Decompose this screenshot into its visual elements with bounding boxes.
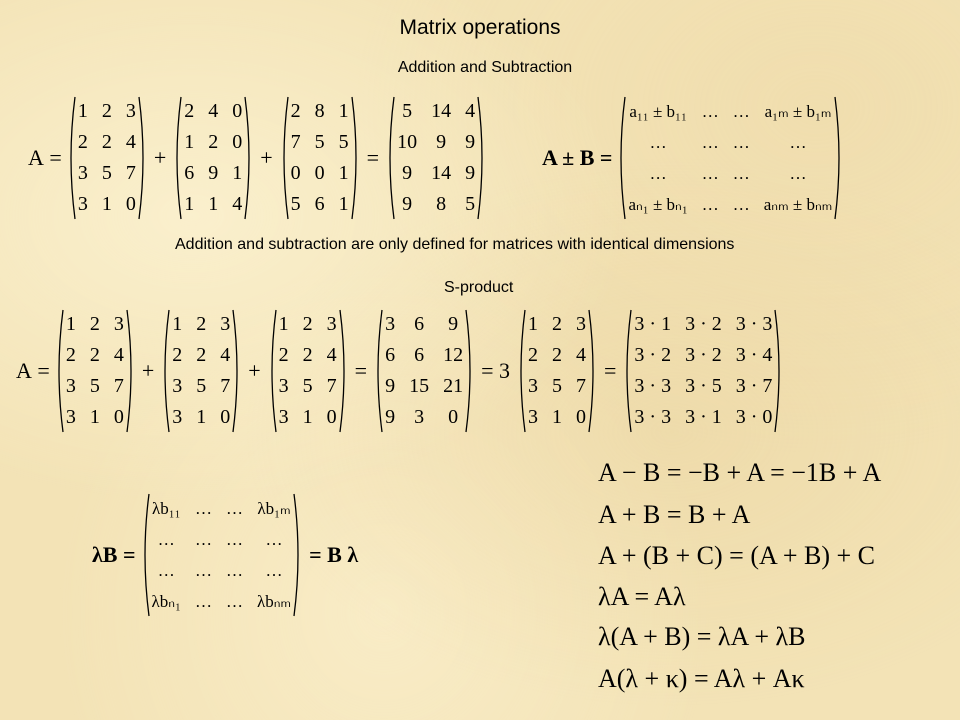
matrix-cell: 4 bbox=[326, 344, 337, 366]
matrix-cell: … bbox=[225, 499, 243, 518]
rule: λ(A + B) = λA + λB bbox=[598, 622, 806, 651]
general-matrix bbox=[616, 95, 844, 221]
matrix-cell: 3 · 2 bbox=[685, 344, 722, 366]
matrix-cell: 9 bbox=[448, 313, 459, 335]
matrix-grid bbox=[182, 95, 244, 221]
matrix-cell: 4 bbox=[232, 193, 243, 215]
matrix-cell: 3 bbox=[125, 100, 136, 122]
matrix-cell: 3 bbox=[326, 313, 337, 335]
matrix-cell: 6 bbox=[414, 313, 425, 335]
left-parenthesis bbox=[267, 308, 277, 434]
matrix-cell: 9 bbox=[402, 193, 413, 215]
left-parenthesis bbox=[385, 95, 395, 221]
matrix-cell: 0 bbox=[326, 406, 337, 428]
matrix-cell: 0 bbox=[448, 406, 459, 428]
matrix-cell: 4 bbox=[220, 344, 231, 366]
matrix-a-1 bbox=[54, 308, 136, 434]
rule: A − B = −B + A = −1B + A bbox=[598, 458, 882, 487]
matrix-grid bbox=[383, 308, 465, 434]
matrix-cell: 0 bbox=[220, 406, 231, 428]
matrix-cell: 2 bbox=[65, 344, 76, 366]
matrix-cell: 8 bbox=[314, 100, 325, 122]
matrix-cell: 2 bbox=[302, 344, 313, 366]
matrix-cell: 9 bbox=[385, 406, 396, 428]
matrix-cell: 0 bbox=[290, 162, 301, 184]
matrix-cell: 7 bbox=[125, 162, 136, 184]
rule: λA = Aλ bbox=[598, 582, 686, 611]
matrix-cell: … bbox=[225, 592, 243, 611]
matrix-cell: … bbox=[265, 561, 283, 580]
matrix-cell: 1 bbox=[89, 406, 100, 428]
matrix-cell: … bbox=[649, 133, 667, 152]
matrix-cell: 3 bbox=[65, 375, 76, 397]
matrix-cell: 5 bbox=[302, 375, 313, 397]
addition-equation bbox=[28, 95, 487, 221]
rule: A(λ + κ) = Aλ + Aκ bbox=[598, 664, 805, 693]
matrix-cell: … bbox=[732, 102, 750, 121]
sum-matrix bbox=[373, 308, 475, 434]
matrix-cell: 3 bbox=[385, 313, 396, 335]
matrix-cell: 5 bbox=[196, 375, 207, 397]
matrix-cell: 2 bbox=[101, 131, 112, 153]
sproduct-equation bbox=[16, 308, 784, 434]
matrix-cell: 3 · 3 bbox=[735, 313, 773, 335]
matrix-cell: … bbox=[701, 195, 719, 214]
right-parenthesis bbox=[138, 95, 148, 221]
lambda-label: λB = bbox=[92, 542, 136, 567]
right-parenthesis bbox=[126, 308, 136, 434]
matrix-cell: 3 · 2 bbox=[634, 344, 672, 366]
matrix-cell: 3 · 1 bbox=[634, 313, 672, 335]
equals-sign: = bbox=[604, 358, 617, 383]
matrix-cell: … bbox=[701, 102, 719, 121]
matrix-cell: 1 bbox=[101, 193, 112, 215]
left-parenthesis bbox=[66, 95, 76, 221]
matrix-cell: 4 bbox=[465, 100, 476, 122]
matrix-cell: 9 bbox=[436, 131, 447, 153]
matrix-a-3 bbox=[267, 308, 349, 434]
matrix-cell: 4 bbox=[125, 131, 136, 153]
matrix-cell: 2 bbox=[302, 313, 313, 335]
matrix-cell: 2 bbox=[89, 313, 100, 335]
left-parenthesis bbox=[279, 95, 289, 221]
matrix-cell: 9 bbox=[402, 162, 413, 184]
matrix-grid bbox=[289, 95, 351, 221]
rule: A + (B + C) = (A + B) + C bbox=[598, 541, 875, 570]
matrix-cell: 9 bbox=[385, 375, 396, 397]
matrix-3 bbox=[279, 95, 361, 221]
matrix-cell: 3 bbox=[172, 406, 183, 428]
matrix-grid bbox=[76, 95, 138, 221]
section-heading-sproduct: S-product bbox=[444, 279, 514, 296]
matrix-cell: … bbox=[157, 530, 175, 549]
matrix-cell: 2 bbox=[290, 100, 301, 122]
matrix-cell: 0 bbox=[125, 193, 136, 215]
general-label: A ± B = bbox=[542, 145, 613, 170]
matrix-cell: … bbox=[194, 530, 212, 549]
matrix-cell: 1 bbox=[338, 193, 349, 215]
matrix-cell: 2 bbox=[208, 131, 219, 153]
left-parenthesis bbox=[373, 308, 383, 434]
left-parenthesis bbox=[172, 95, 182, 221]
matrix-cell: 1 bbox=[528, 313, 538, 335]
matrix-cell: 3 bbox=[528, 375, 538, 397]
matrix-cell: 2 bbox=[196, 344, 207, 366]
matrix-cell: 7 bbox=[576, 375, 586, 397]
matrix-cell: 5 bbox=[552, 375, 562, 397]
matrix-cell: 15 bbox=[409, 375, 430, 397]
matrix-cell: 8 bbox=[436, 193, 447, 215]
rule: A + B = B + A bbox=[598, 500, 751, 529]
matrix-cell: 3 bbox=[576, 313, 586, 335]
matrix-cell: 5 bbox=[89, 375, 100, 397]
matrix-cell: 3 bbox=[77, 162, 88, 184]
matrix-cell: λb₁ₘ bbox=[257, 499, 291, 518]
matrix-grid bbox=[632, 308, 774, 434]
page-title: Matrix operations bbox=[399, 16, 561, 39]
matrix-cell: 3 bbox=[414, 406, 425, 428]
right-parenthesis bbox=[244, 95, 254, 221]
matrix-cell: 1 bbox=[172, 313, 183, 335]
matrix-cell: 7 bbox=[113, 375, 124, 397]
matrix-cell: … bbox=[732, 164, 750, 183]
dimension-note: Addition and subtraction are only defined for matrices with identical dimensions bbox=[175, 236, 735, 253]
matrix-2 bbox=[172, 95, 254, 221]
matrix-cell: 3 bbox=[172, 375, 183, 397]
matrix-cell: 2 bbox=[528, 344, 538, 366]
matrix-cell: 0 bbox=[232, 131, 243, 153]
matrix-cell: 3 · 0 bbox=[735, 406, 773, 428]
plus-sign: + bbox=[260, 145, 273, 170]
matrix-cell: 9 bbox=[208, 162, 219, 184]
right-parenthesis bbox=[351, 95, 361, 221]
matrix-label: A = bbox=[28, 145, 62, 170]
matrix-cell: 2 bbox=[278, 344, 289, 366]
plus-sign: + bbox=[141, 358, 155, 383]
right-parenthesis bbox=[293, 492, 303, 618]
matrix-cell: 2 bbox=[552, 313, 562, 335]
right-parenthesis bbox=[477, 95, 487, 221]
matrix-cell: 3 · 4 bbox=[735, 344, 773, 366]
matrix-cell: … bbox=[789, 164, 807, 183]
equals-sign: = bbox=[354, 358, 368, 383]
matrix-cell: … bbox=[194, 561, 212, 580]
matrix-cell: 3 bbox=[278, 406, 289, 428]
matrix-cell: 3 bbox=[278, 375, 289, 397]
matrix-cell: 7 bbox=[290, 131, 301, 153]
product-matrix bbox=[622, 308, 784, 434]
matrix-cell: … bbox=[732, 195, 750, 214]
matrix-cell: 0 bbox=[232, 100, 243, 122]
right-parenthesis bbox=[465, 308, 475, 434]
matrix-cell: 2 bbox=[101, 100, 112, 122]
matrix-cell: … bbox=[225, 530, 243, 549]
section-heading-addition: Addition and Subtraction bbox=[397, 59, 573, 76]
right-parenthesis bbox=[834, 95, 844, 221]
matrix-cell: … bbox=[701, 133, 719, 152]
matrix-cell: 5 bbox=[101, 162, 112, 184]
matrix-cell: 3 bbox=[220, 313, 231, 335]
left-parenthesis bbox=[622, 308, 632, 434]
lambda-matrix bbox=[140, 492, 304, 618]
matrix-cell: 1 bbox=[65, 313, 76, 335]
matrix-cell: 5 bbox=[314, 131, 325, 153]
matrix-cell: 5 bbox=[290, 193, 301, 215]
matrix-cell: λb₁₁ bbox=[151, 499, 181, 518]
matrix-cell: 9 bbox=[465, 162, 476, 184]
matrix-cell: 1 bbox=[208, 193, 219, 215]
matrix-cell: 1 bbox=[196, 406, 207, 428]
matrix-cell: 1 bbox=[278, 313, 289, 335]
matrix-cell: … bbox=[649, 164, 667, 183]
matrix-cell: 0 bbox=[576, 406, 586, 428]
matrix-grid bbox=[170, 308, 232, 434]
matrix-cell: 0 bbox=[314, 162, 325, 184]
right-parenthesis bbox=[588, 308, 598, 434]
equals-sign: = 3 bbox=[481, 358, 510, 383]
matrix-cell: 12 bbox=[443, 344, 464, 366]
matrix-cell: 3 · 2 bbox=[685, 313, 722, 335]
general-addition bbox=[542, 95, 844, 221]
matrix-cell: 2 bbox=[184, 100, 195, 122]
matrix-cell: 1 bbox=[184, 193, 195, 215]
matrix-grid bbox=[64, 308, 126, 434]
matrix-cell: aₙₘ ± bₙₘ bbox=[763, 195, 833, 214]
matrix-cell: 2 bbox=[77, 131, 88, 153]
matrix-cell: 1 bbox=[338, 162, 349, 184]
matrix-cell: 7 bbox=[220, 375, 231, 397]
result-matrix bbox=[385, 95, 487, 221]
lambda-equation bbox=[92, 492, 364, 618]
matrix-cell: λbₙₘ bbox=[256, 592, 292, 611]
matrix-cell: 3 bbox=[528, 406, 538, 428]
matrix-cell: 3 · 3 bbox=[634, 406, 672, 428]
matrix-cell: 2 bbox=[552, 344, 562, 366]
equals-sign: = bbox=[366, 145, 380, 170]
plus-sign: + bbox=[153, 145, 167, 170]
plus-sign: + bbox=[248, 358, 261, 383]
matrix-cell: 6 bbox=[414, 344, 425, 366]
matrix-cell: 3 bbox=[113, 313, 124, 335]
matrix-cell: 3 · 7 bbox=[735, 375, 773, 397]
matrix-cell: 6 bbox=[385, 344, 396, 366]
matrix-cell: 21 bbox=[443, 375, 464, 397]
matrix-cell: λbₙ₁ bbox=[151, 592, 181, 611]
matrix-cell: … bbox=[265, 530, 283, 549]
matrix-cell: a₁₁ ± b₁₁ bbox=[629, 102, 687, 121]
matrix-cell: 2 bbox=[89, 344, 100, 366]
matrix-1 bbox=[66, 95, 148, 221]
matrix-cell: 1 bbox=[77, 100, 88, 122]
matrix-cell: 6 bbox=[184, 162, 195, 184]
matrix-cell: 3 bbox=[65, 406, 76, 428]
left-parenthesis bbox=[54, 308, 64, 434]
matrix-cell: 6 bbox=[314, 193, 325, 215]
matrix-cell: 1 bbox=[302, 406, 313, 428]
matrix-cell: … bbox=[194, 499, 212, 518]
matrix-cell: 1 bbox=[232, 162, 243, 184]
matrix-cell: 1 bbox=[338, 100, 349, 122]
matrix-cell: … bbox=[194, 592, 212, 611]
right-parenthesis bbox=[232, 308, 242, 434]
matrix-cell: a₁ₘ ± b₁ₘ bbox=[764, 102, 832, 121]
matrix-cell: 1 bbox=[184, 131, 195, 153]
matrix-cell: 2 bbox=[196, 313, 207, 335]
right-parenthesis bbox=[774, 308, 784, 434]
matrix-cell: 0 bbox=[113, 406, 124, 428]
right-parenthesis bbox=[339, 308, 349, 434]
matrix-cell: … bbox=[225, 561, 243, 580]
matrix-cell: 5 bbox=[402, 100, 413, 122]
matrix-cell: 9 bbox=[465, 131, 476, 153]
matrix-cell: 2 bbox=[172, 344, 183, 366]
matrix-grid bbox=[150, 492, 294, 618]
matrix-cell: … bbox=[732, 133, 750, 152]
matrix-cell: 3 bbox=[77, 193, 88, 215]
matrix-cell: 3 · 5 bbox=[685, 375, 722, 397]
left-parenthesis bbox=[616, 95, 626, 221]
matrix-cell: … bbox=[789, 133, 807, 152]
left-parenthesis bbox=[160, 308, 170, 434]
matrix-cell: 14 bbox=[431, 162, 452, 184]
matrix-cell: 5 bbox=[465, 193, 476, 215]
matrix-cell: 4 bbox=[208, 100, 219, 122]
matrix-grid bbox=[277, 308, 339, 434]
matrix-cell: 5 bbox=[338, 131, 349, 153]
left-parenthesis bbox=[140, 492, 150, 618]
matrix-cell: 1 bbox=[552, 406, 562, 428]
matrix-cell: 4 bbox=[113, 344, 124, 366]
matrix-grid bbox=[395, 95, 477, 221]
left-parenthesis bbox=[516, 308, 526, 434]
matrix-cell: 3 · 1 bbox=[685, 406, 722, 428]
matrix-cell: 4 bbox=[576, 344, 586, 366]
matrix-cell: 14 bbox=[431, 100, 452, 122]
matrix-cell: 3 · 3 bbox=[634, 375, 672, 397]
matrix-grid bbox=[626, 95, 834, 221]
matrix-cell: … bbox=[157, 561, 175, 580]
matrix-a-2 bbox=[160, 308, 242, 434]
matrix-cell: … bbox=[701, 164, 719, 183]
matrix-cell: 7 bbox=[326, 375, 337, 397]
matrix-label: A = bbox=[16, 358, 50, 383]
lambda-rhs: = B λ bbox=[309, 542, 359, 567]
matrix-cell: 10 bbox=[397, 131, 418, 153]
matrix-a-4 bbox=[516, 308, 598, 434]
matrix-cell: aₙ₁ ± bₙ₁ bbox=[628, 195, 688, 214]
matrix-grid bbox=[526, 308, 588, 434]
